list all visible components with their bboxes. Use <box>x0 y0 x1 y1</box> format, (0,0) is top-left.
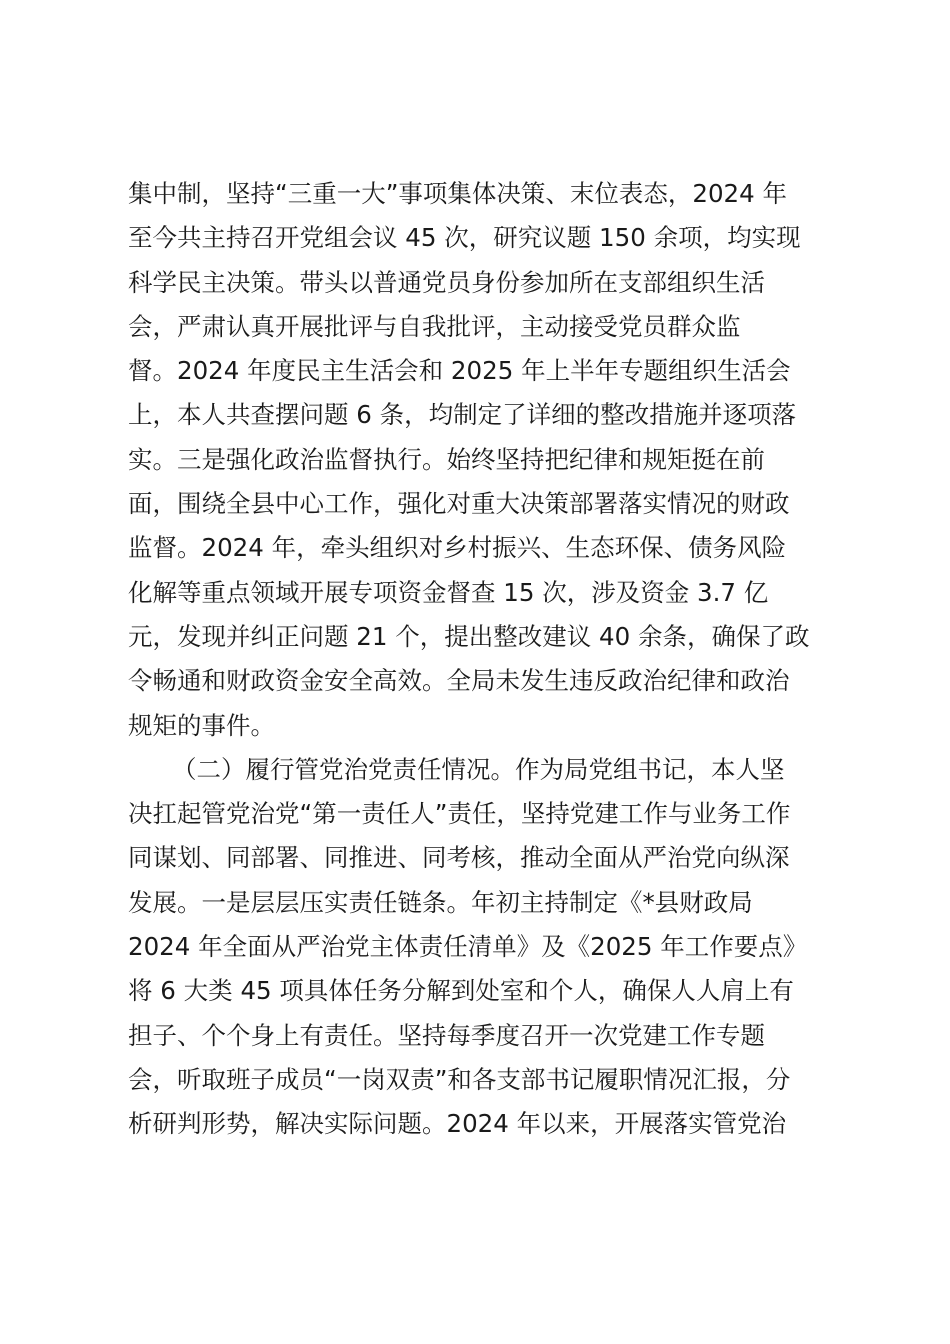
text-line: 规矩的事件。 <box>128 710 275 740</box>
text-line: 担子、个个身上有责任。坚持每季度召开一次党建工作专题 <box>128 1020 765 1050</box>
body-text <box>128 172 848 1147</box>
text-line: 元，发现并纠正问题 21 个，提出整改建议 40 余条，确保了政 <box>128 621 810 651</box>
text-line: 析研判形势，解决实际问题。2024 年以来，开展落实管党治 <box>128 1109 787 1139</box>
text-line: 令畅通和财政资金安全高效。全局未发生违反政治纪律和政治 <box>128 666 790 696</box>
text-line: 至今共主持召开党组会议 45 次，研究议题 150 余项，均实现 <box>128 223 801 253</box>
text-line: 会，听取班子成员“一岗双责”和各支部书记履职情况汇报，分 <box>128 1064 791 1094</box>
text-line: 同谋划、同部署、同推进、同考核，推动全面从严治党向纵深 <box>128 843 790 873</box>
text-line: 决扛起管党治党“第一责任人”责任，坚持党建工作与业务工作 <box>128 799 791 829</box>
text-line: 实。三是强化政治监督执行。始终坚持把纪律和规矩挺在前 <box>128 444 765 474</box>
text-line: 上，本人共查摆问题 6 条，均制定了详细的整改措施并逐项落 <box>128 400 797 430</box>
text-line: 将 6 大类 45 项具体任务分解到处室和个人，确保人人肩上有 <box>128 976 794 1006</box>
paragraph-heading-line: （二）履行管党治党责任情况。作为局党组书记，本人坚 <box>172 754 785 784</box>
text-line: 化解等重点领域开展专项资金督查 15 次，涉及资金 3.7 亿 <box>128 577 769 607</box>
text-line: 监督。2024 年，牵头组织对乡村振兴、生态环保、债务风险 <box>128 533 787 563</box>
text-line: 发展。一是层层压实责任链条。年初主持制定《*县财政局 <box>128 887 753 917</box>
text-line: 面，围绕全县中心工作，强化对重大决策部署落实情况的财政 <box>128 489 790 519</box>
text-line: 会，严肃认真开展批评与自我批评，主动接受党员群众监 <box>128 311 741 341</box>
text-line: 2024 年全面从严治党主体责任清单》及《2025 年工作要点》 <box>128 932 808 962</box>
text-line: 科学民主决策。带头以普通党员身份参加所在支部组织生活 <box>128 267 765 297</box>
text-line: 督。2024 年度民主生活会和 2025 年上半年专题组织生活会 <box>128 356 791 386</box>
text-line: 集中制，坚持“三重一大”事项集体决策、末位表态，2024 年 <box>128 179 788 208</box>
